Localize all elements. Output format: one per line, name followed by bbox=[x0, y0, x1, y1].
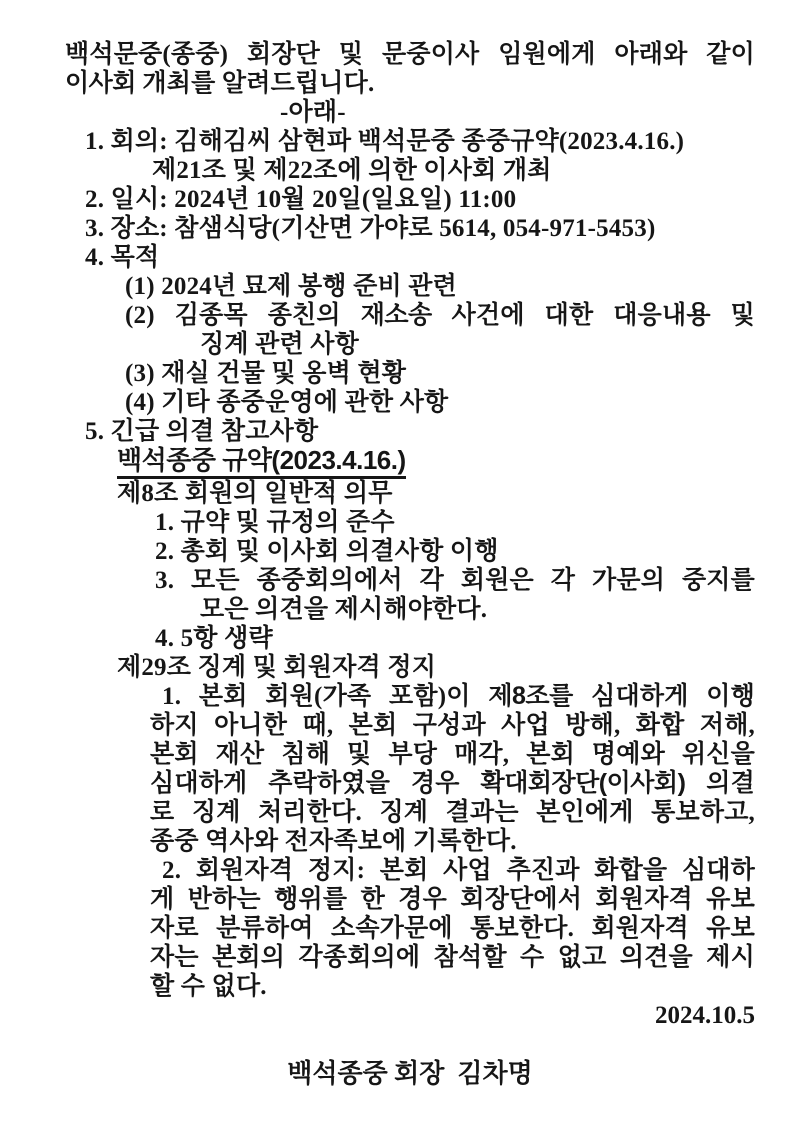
article-29-para-1-line-3: 본회 재산 침해 및 부당 매각, 본회 명예와 위신을 bbox=[150, 741, 755, 768]
purpose-4: (4) 기타 종중운영에 관한 사항 bbox=[125, 389, 449, 416]
article-29-para-1-line-4 bbox=[150, 769, 755, 798]
purpose-2-pre: (2) 김종목 종친의 bbox=[125, 302, 361, 329]
article-29-para-1-line-2: 하지 아니한 때, 본회 구성과 사업 방해, 화합 저해, bbox=[150, 712, 755, 739]
article-29-para-1-line-1 bbox=[150, 682, 755, 711]
para-1-line-1-post: 를 심대하게 이행 bbox=[549, 683, 756, 710]
article-8-heading: 제8조 회원의 일반적 의무 bbox=[117, 480, 393, 507]
article-8-item-3: 3. 모든 종중회의에서 각 회원은 각 가문의 중지를 bbox=[155, 567, 755, 594]
agenda-item-1-continuation: 제21조 및 제22조에 의한 이사회 개최 bbox=[152, 157, 552, 184]
purpose-3: (3) 재실 건물 및 옹벽 현황 bbox=[125, 360, 407, 387]
article-8-item-4: 4. 5항 생략 bbox=[155, 625, 273, 652]
regulation-title: 백석종중 규약(2023.4.16.) bbox=[117, 446, 406, 479]
article-29-para-2-line-3: 자로 분류하여 소속가문에 통보한다. 회원자격 유보 bbox=[150, 915, 755, 942]
emphasis-expanded-board: 확대회장단(이사회) bbox=[480, 769, 686, 797]
emphasis-isahoe: 이사회 bbox=[65, 69, 136, 97]
article-8-item-3-continuation: 모은 의견을 제시해야한다. bbox=[200, 596, 488, 623]
purpose-2 bbox=[125, 301, 755, 330]
agenda-item-1-meeting: 1. 회의: 김해김씨 삼현파 백석문중 종중규약(2023.4.16.) bbox=[85, 128, 685, 155]
para-1-line-4-pre: 심대하게 추락하였을 경우 bbox=[150, 770, 481, 797]
signature-line: 백석종중 회장 김차명 bbox=[287, 1059, 533, 1088]
notice-date: 2024.10.5 bbox=[655, 1002, 755, 1029]
article-8-item-2: 2. 총회 및 이사회 의결사항 이행 bbox=[155, 538, 499, 565]
intro-line-1: 백석문중(종중) 회장단 및 문중이사 임원에게 아래와 같이 bbox=[65, 41, 755, 68]
article-29-para-1-line-5: 로 징계 처리한다. 징계 결과는 본인에게 통보하고, bbox=[150, 799, 755, 826]
article-8-item-1: 1. 규약 및 규정의 준수 bbox=[155, 509, 395, 536]
intro-line-2 bbox=[65, 69, 755, 98]
article-29-para-2-line-2: 게 반하는 행위를 한 경우 회장단에서 회원자격 유보 bbox=[150, 886, 755, 913]
para-1-line-4-post: 의결 bbox=[685, 770, 756, 797]
emphasis-article-8: 제8조 bbox=[488, 682, 550, 710]
emphasis-lawsuit: 재소송 bbox=[360, 301, 432, 329]
agenda-item-2-datetime: 2. 일시: 2024년 10월 20일(일요일) 11:00 bbox=[85, 186, 517, 213]
article-29-para-2-line-1: 2. 회원자격 정지: 본회 사업 추진과 화합을 심대하 bbox=[162, 857, 755, 884]
purpose-1: (1) 2024년 묘제 봉행 준비 관련 bbox=[125, 273, 457, 300]
article-29-para-2-line-5: 할 수 없다. bbox=[150, 973, 267, 1000]
purpose-2-post: 사건에 대한 대응내용 및 bbox=[431, 302, 755, 329]
agenda-item-3-venue: 3. 장소: 참샘식당(기산면 가야로 5614, 054-971-5453) bbox=[85, 215, 656, 242]
article-29-para-2-line-4: 자는 본회의 각종회의에 참석할 수 없고 의견을 제시 bbox=[150, 944, 755, 971]
regulation-title-line bbox=[117, 446, 755, 479]
below-divider: -아래- bbox=[280, 99, 346, 126]
para-1-line-1-pre: 1. 본회 회원(가족 포함)이 bbox=[162, 683, 489, 710]
agenda-item-4-purpose: 4. 목적 bbox=[85, 244, 160, 271]
intro-line-2-rest: 개최를 알려드립니다. bbox=[135, 70, 375, 97]
article-29-heading: 제29조 징계 및 회원자격 정지 bbox=[117, 654, 437, 681]
purpose-2-continuation: 징계 관련 사항 bbox=[200, 331, 360, 358]
agenda-item-5-urgent: 5. 긴급 의결 참고사항 bbox=[85, 418, 319, 445]
article-29-para-1-line-6: 종중 역사와 전자족보에 기록한다. bbox=[150, 828, 517, 855]
